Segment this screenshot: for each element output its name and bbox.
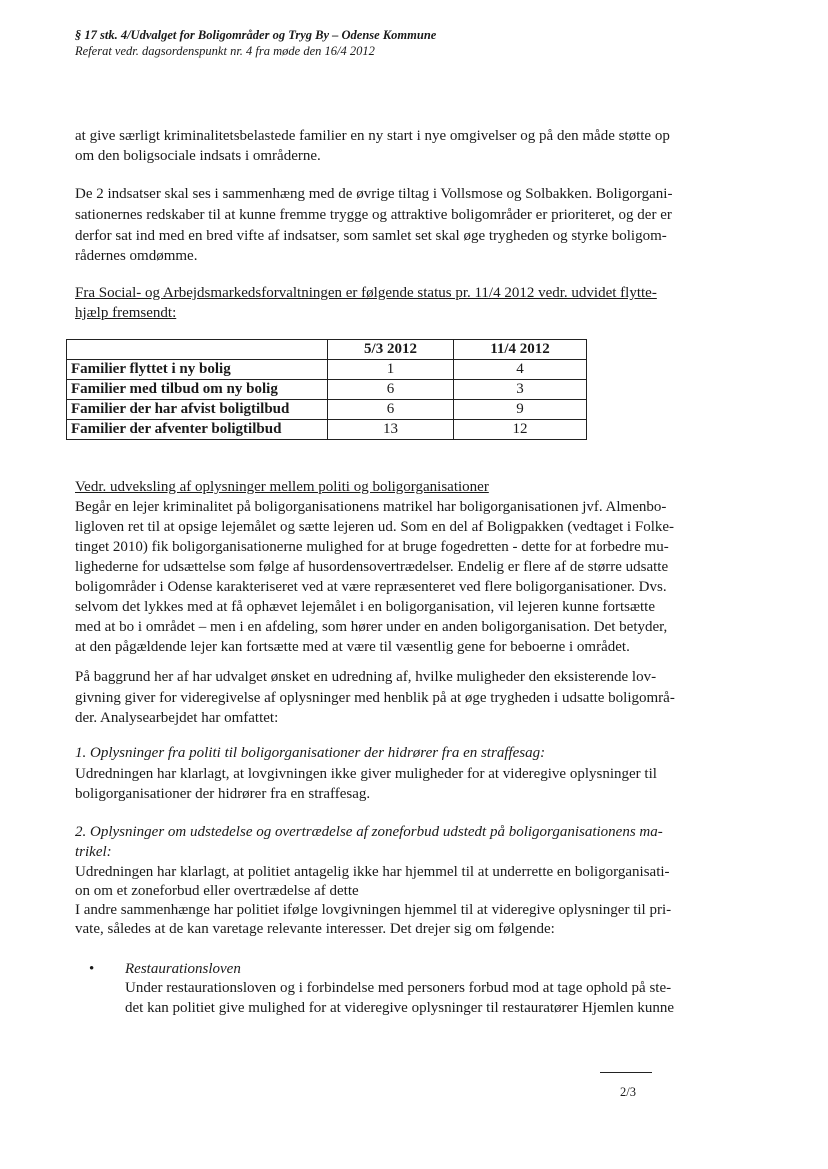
row-value: 4 [454,360,587,380]
table-row [67,400,587,420]
status-table [66,339,587,440]
bullet-icon: • [89,961,95,977]
table-row [67,380,587,400]
status-intro: hjælp fremsendt: [75,305,177,321]
row-value: 1 [328,360,454,380]
item-heading: trikel: [75,844,112,860]
table-row [67,420,587,440]
row-label: Familier der har afvist boligtilbud [67,400,328,420]
row-value: 9 [454,400,587,420]
table-header-cell: 11/4 2012 [454,340,587,360]
row-label: Familier der afventer boligtilbud [67,420,328,440]
paragraph-line: Udredningen har klarlagt, at lovgivningen ikke giver muligheder for at videregive oplysninger til [75,766,657,782]
paragraph-line: tinget 2010) fik boligorganisationerne mulighed for at bruge fogedretten - dette for at forbedre mu- [75,539,669,555]
row-value: 3 [454,380,587,400]
paragraph-line: Under restaurationsloven og i forbindelse med personers forbud mod at tage ophold på ste- [125,980,672,996]
row-value: 13 [328,420,454,440]
item-heading: 1. Oplysninger fra politi til boligorganisationer der hidrører fra en straffesag: [75,745,546,761]
paragraph-line: givning giver for videregivelse af oplysninger med henblik på at øge trygheden i udsatte boligområ- [75,690,675,706]
header-subtitle: Referat vedr. dagsordenspunkt nr. 4 fra møde den 16/4 2012 [75,44,375,58]
paragraph-line: om den boligsociale indsats i områderne. [75,148,321,164]
bullet-title: Restaurationsloven [125,961,241,977]
paragraph-line: on om et zoneforbud eller overtrædelse af dette [75,883,359,899]
paragraph-line: lighederne for udsættelse som følge af husordensovertrædelser. Endelig er flere af de større udsatte [75,559,669,575]
paragraph-line: ligloven ret til at opsige lejemålet og sætte lejeren ud. Som en del af Boligpakken (vedtaget i Folke- [75,519,675,535]
paragraph-line: Udredningen har klarlagt, at politiet antagelig ikke har hjemmel til at underrette en boligorganisati- [75,864,670,880]
item-heading: 2. Oplysninger om udstedelse og overtrædelse af zoneforbud udstedt på boligorganisationens ma- [75,824,663,840]
table-header-cell: 5/3 2012 [328,340,454,360]
table-header-row [67,340,587,360]
footer-rule [600,1072,652,1073]
row-value: 12 [454,420,587,440]
table-row [67,360,587,380]
paragraph-line: Begår en lejer kriminalitet på boligorganisationens matrikel har boligorganisationen jvf. Almenbo- [75,499,667,515]
paragraph-line: På baggrund her af har udvalget ønsket en udredning af, hvilke muligheder den eksisterende lov- [75,669,657,685]
row-label: Familier med tilbud om ny bolig [67,380,328,400]
paragraph-line: rådernes omdømme. [75,248,198,264]
paragraph-line: der. Analysearbejdet har omfattet: [75,710,279,726]
table-header-cell [67,340,328,360]
paragraph-line: boligorganisationer der hidrører fra en straffesag. [75,786,371,802]
paragraph-line: vate, således at de kan varetage relevante interesser. Det drejer sig om følgende: [75,921,555,937]
paragraph-line: det kan politiet give mulighed for at videregive oplysninger til restauratører Hjemlen kunne [125,1000,675,1016]
paragraph-line: boligområder i Odense karakteriseret ved at være repræsenteret ved flere boligorganisationer. Dvs. [75,579,667,595]
paragraph-line: at give særligt kriminalitetsbelastede familier en ny start i nye omgivelser og på den måde støtte op [75,128,670,144]
paragraph-line: derfor sat ind med en bred vifte af indsatser, som samlet set skal øge trygheden og styrke boligom- [75,228,667,244]
header-title: § 17 stk. 4/Udvalget for Boligområder og Tryg By – Odense Kommune [75,28,437,42]
paragraph-line: at den pågældende lejer kan fortsætte med at være til væsentlig gene for beboerne i området. [75,639,630,655]
row-value: 6 [328,380,454,400]
paragraph-line: med at bo i området – men i en afdeling, som hører under en anden boligorganisation. Det betyder, [75,619,668,635]
row-label: Familier flyttet i ny bolig [67,360,328,380]
paragraph-line: De 2 indsatser skal ses i sammenhæng med de øvrige tiltag i Vollsmose og Solbakken. Boligorgani- [75,186,673,202]
section-heading: Vedr. udveksling af oplysninger mellem politi og boligorganisationer [75,479,489,495]
paragraph-line: I andre sammenhænge har politiet ifølge lovgivningen hjemmel til at videregive oplysninger til pri- [75,902,672,918]
row-value: 6 [328,400,454,420]
page-number: 2/3 [620,1085,636,1099]
paragraph-line: selvom det lykkes med at få ophævet lejemålet i en boligorganisation, vil lejeren kunne fortsætte [75,599,655,615]
paragraph-line: sationernes redskaber til at kunne fremme trygge og attraktive boligområder er prioriteret, og der er [75,207,672,223]
status-intro: Fra Social- og Arbejdsmarkedsforvaltningen er følgende status pr. 11/4 2012 vedr. udvidet flytte- [75,285,657,301]
